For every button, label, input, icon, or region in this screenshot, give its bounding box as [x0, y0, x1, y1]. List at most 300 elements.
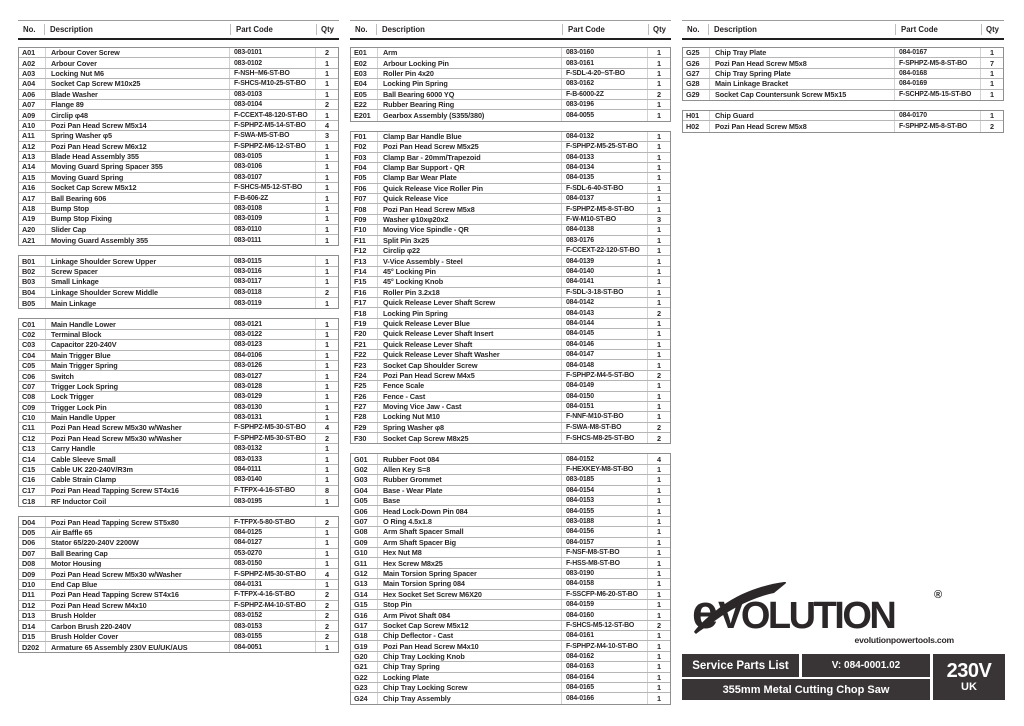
- part-no: B05: [22, 298, 36, 308]
- part-no: B04: [22, 287, 36, 297]
- part-qty: 1: [315, 298, 338, 308]
- part-code: 084-0139: [561, 256, 647, 265]
- table-row: [19, 267, 338, 277]
- part-description: Brush Holder Cover: [45, 632, 229, 641]
- part-description: Carry Handle: [45, 444, 229, 453]
- part-no: G15: [354, 600, 368, 610]
- part-code: 084-0168: [894, 69, 980, 78]
- part-description: Roller Pin 3.2x18: [377, 288, 561, 297]
- part-code: 083-0117: [229, 277, 315, 286]
- part-no: G08: [354, 527, 368, 537]
- part-code: 083-0111: [229, 235, 315, 245]
- part-no: G20: [354, 652, 368, 662]
- col-header-description: Description: [44, 24, 230, 35]
- part-description: 45° Locking Pin: [377, 267, 561, 276]
- table-row: [351, 110, 670, 120]
- part-qty: 1: [647, 610, 670, 619]
- part-qty: 1: [315, 235, 338, 245]
- part-qty: 1: [315, 277, 338, 286]
- part-qty: 1: [315, 580, 338, 589]
- part-description: Quick Release Lever Blue: [377, 319, 561, 328]
- col-header-description: Description: [708, 24, 895, 35]
- table-row: [19, 351, 338, 361]
- table-row: [351, 517, 670, 527]
- table-row: [19, 319, 338, 329]
- part-description: Hex Screw M8x25: [377, 558, 561, 567]
- part-qty: 1: [647, 527, 670, 536]
- table-row: [351, 215, 670, 225]
- part-no: A02: [22, 58, 36, 68]
- part-qty: 1: [647, 693, 670, 703]
- part-code: F-SPHPZ-M5-14-ST-BO: [229, 121, 315, 130]
- part-description: Ball Bearing 606: [45, 193, 229, 202]
- part-no: B03: [22, 277, 36, 287]
- part-code: F-SPHPZ-M5-8-ST-BO: [894, 121, 980, 131]
- part-description: Spring Washer φ8: [377, 423, 561, 432]
- col-header-qty: Qty: [981, 24, 1004, 35]
- table-row: [351, 548, 670, 558]
- part-description: Locking Pin Spring: [377, 308, 561, 317]
- part-code: 084-0133: [561, 153, 647, 162]
- part-qty: 1: [315, 444, 338, 453]
- part-code: 084-0157: [561, 538, 647, 547]
- part-qty: 1: [315, 204, 338, 213]
- part-code: 084-0055: [561, 110, 647, 120]
- part-description: Clamp Bar Handle Blue: [377, 132, 561, 141]
- table-row: [19, 454, 338, 464]
- part-description: Chip Tray Locking Screw: [377, 683, 561, 692]
- table-row: [351, 267, 670, 277]
- part-no: F03: [354, 152, 367, 162]
- part-no: G23: [354, 683, 368, 693]
- part-code: F-SDL-4-20–ST-BO: [561, 69, 647, 78]
- table-row: [351, 69, 670, 79]
- part-description: Pozi Pan Head Screw M5x25: [377, 142, 561, 151]
- part-code: 083-0106: [229, 162, 315, 171]
- svg-text:e: e: [692, 585, 717, 634]
- part-no: G22: [354, 672, 368, 682]
- part-qty: 1: [647, 475, 670, 484]
- table-header: [682, 20, 1004, 40]
- part-qty: 1: [315, 549, 338, 558]
- part-qty: 1: [315, 392, 338, 401]
- part-no: G17: [354, 620, 368, 630]
- svg-text:VOLUTION: VOLUTION: [718, 595, 895, 634]
- part-qty: 4: [315, 121, 338, 130]
- part-no: B02: [22, 267, 36, 276]
- part-qty: 1: [315, 454, 338, 463]
- part-description: Stator 65/220-240V 2200W: [45, 538, 229, 547]
- part-code: 083-0107: [229, 173, 315, 182]
- part-description: Moving Guard Spring: [45, 173, 229, 182]
- table-row: [351, 79, 670, 89]
- part-qty: 1: [647, 153, 670, 162]
- table-row: [19, 58, 338, 68]
- part-code: F-TFPX-4-16-ST-BO: [229, 486, 315, 495]
- parts-section: [350, 131, 671, 445]
- part-code: 083-0162: [561, 79, 647, 88]
- part-description: Circlip φ48: [45, 110, 229, 119]
- part-qty: 1: [647, 246, 670, 255]
- part-no: G12: [354, 568, 368, 578]
- part-qty: 2: [647, 621, 670, 630]
- part-no: G18: [354, 631, 368, 641]
- table-row: [19, 183, 338, 193]
- part-no: G29: [686, 90, 700, 100]
- table-row: [351, 184, 670, 194]
- part-qty: 1: [647, 48, 670, 57]
- part-description: Quick Release Lever Shaft: [377, 340, 561, 349]
- part-code: 083-0133: [229, 454, 315, 463]
- table-row: [19, 131, 338, 141]
- parts-section: [18, 255, 339, 309]
- table-row: [19, 475, 338, 485]
- table-row: [683, 69, 1003, 79]
- part-code: 084-0153: [561, 496, 647, 505]
- part-code: F-TFPX-4-16-ST-BO: [229, 590, 315, 599]
- part-no: C03: [22, 340, 36, 350]
- part-no: G24: [354, 694, 368, 704]
- part-no: C08: [22, 392, 36, 402]
- part-code: 083-0153: [229, 621, 315, 630]
- col-header-no: No.: [687, 25, 700, 34]
- part-qty: 1: [647, 142, 670, 151]
- part-code: F-W-M10-ST-BO: [561, 215, 647, 224]
- part-no: D09: [22, 569, 36, 579]
- part-description: Cable Strain Clamp: [45, 475, 229, 484]
- part-description: Pozi Pan Head Screw M5x8: [377, 204, 561, 213]
- part-qty: 1: [315, 173, 338, 182]
- part-qty: 2: [647, 308, 670, 317]
- table-row: [351, 48, 670, 58]
- part-no: C04: [22, 350, 36, 360]
- part-description: Blade Head Assembly 355: [45, 152, 229, 161]
- part-qty: 2: [315, 517, 338, 526]
- part-description: Linkage Shoulder Screw Upper: [45, 256, 229, 265]
- part-code: 084-0152: [561, 454, 647, 463]
- table-row: [351, 412, 670, 422]
- part-no: D11: [22, 590, 35, 600]
- part-qty: 2: [315, 288, 338, 297]
- part-no: G25: [686, 48, 700, 58]
- part-code: 083-0128: [229, 382, 315, 391]
- table-row: [351, 308, 670, 318]
- table-row: [19, 611, 338, 621]
- table-row: [19, 621, 338, 631]
- part-no: C02: [22, 329, 36, 339]
- part-description: Socket Cap Screw M8x25: [377, 433, 561, 443]
- part-code: 084-0161: [561, 631, 647, 640]
- part-code: 084-0140: [561, 267, 647, 276]
- part-no: F30: [354, 433, 367, 443]
- part-description: Pozi Pan Head Screw M5x8: [709, 121, 894, 131]
- part-no: A03: [22, 68, 36, 78]
- part-code: 084-0138: [561, 225, 647, 234]
- part-description: Clamp Bar Wear Plate: [377, 173, 561, 182]
- part-code: 083-0176: [561, 236, 647, 245]
- part-code: F-SPHPZ-M6-12-ST-BO: [229, 142, 315, 151]
- part-qty: 2: [315, 100, 338, 109]
- part-code: 084-0162: [561, 652, 647, 661]
- part-qty: 1: [315, 413, 338, 422]
- parts-table-right: [682, 20, 1004, 142]
- part-description: Locking Nut M6: [45, 69, 229, 78]
- table-row: [351, 673, 670, 683]
- part-qty: 1: [647, 496, 670, 505]
- part-description: Pozi Pan Head Screw M5x8: [709, 58, 894, 67]
- part-code: 083-0110: [229, 225, 315, 234]
- table-row: [351, 256, 670, 266]
- product-name-label: 355mm Metal Cutting Chop Saw: [682, 679, 930, 700]
- table-row: [19, 465, 338, 475]
- part-code: F-SPHPZ-M4-10-ST-BO: [229, 601, 315, 610]
- part-no: F22: [354, 350, 367, 360]
- brand-website: evolutionpowertools.com: [854, 635, 954, 645]
- table-row: [19, 330, 338, 340]
- part-no: D13: [22, 611, 36, 621]
- part-no: G03: [354, 475, 368, 485]
- part-code: 083-0105: [229, 152, 315, 161]
- part-qty: 1: [647, 569, 670, 578]
- part-code: 084-0134: [561, 163, 647, 172]
- part-description: Pozi Pan Head Tapping Screw ST4x16: [45, 590, 229, 599]
- part-code: F-CCEXT-48-120-ST-BO: [229, 110, 315, 119]
- part-description: Trigger Lock Pin: [45, 403, 229, 412]
- part-qty: 1: [647, 538, 670, 547]
- parts-table-middle: [350, 20, 671, 714]
- part-no: F12: [354, 246, 367, 256]
- part-no: F02: [354, 142, 367, 152]
- col-header-part-code: Part Code: [895, 24, 981, 35]
- part-qty: 2: [647, 371, 670, 380]
- part-code: 084-0166: [561, 693, 647, 703]
- part-qty: 1: [315, 193, 338, 202]
- part-no: C17: [22, 485, 36, 495]
- part-code: F-SWA-M8-ST-BO: [561, 423, 647, 432]
- part-qty: 4: [315, 423, 338, 432]
- part-no: F09: [354, 215, 367, 225]
- part-code: 084-0154: [561, 486, 647, 495]
- table-row: [19, 403, 338, 413]
- col-header-part-code: Part Code: [562, 24, 648, 35]
- part-code: F-SHCS-M5-12-ST-BO: [229, 183, 315, 192]
- part-description: Hex Nut M8: [377, 548, 561, 557]
- table-row: [19, 371, 338, 381]
- part-qty: 1: [315, 465, 338, 474]
- part-qty: 1: [315, 496, 338, 506]
- table-row: [351, 652, 670, 662]
- part-no: D07: [22, 548, 36, 558]
- table-row: [351, 246, 670, 256]
- part-qty: 2: [647, 433, 670, 443]
- table-row: [19, 590, 338, 600]
- part-code: 083-0129: [229, 392, 315, 401]
- part-qty: 1: [980, 79, 1003, 88]
- part-qty: 1: [647, 558, 670, 567]
- part-description: Moving Vice Jaw - Cast: [377, 402, 561, 411]
- table-row: [351, 360, 670, 370]
- table-row: [683, 79, 1003, 89]
- part-description: End Cap Blue: [45, 580, 229, 589]
- parts-section: [350, 453, 671, 704]
- part-qty: 1: [315, 475, 338, 484]
- part-description: Pozi Pan Head Tapping Screw ST5x80: [45, 517, 229, 526]
- part-code: 084-0143: [561, 308, 647, 317]
- table-row: [19, 193, 338, 203]
- part-no: F04: [354, 163, 367, 173]
- parts-section: [18, 47, 339, 246]
- part-no: F29: [354, 422, 367, 432]
- part-description: Pozi Pan Head Screw M4x5: [377, 371, 561, 380]
- part-code: F-HEXKEY-M8-ST-BO: [561, 465, 647, 474]
- part-qty: 1: [980, 111, 1003, 120]
- table-row: [683, 90, 1003, 100]
- part-code: 084-0132: [561, 132, 647, 141]
- part-code: F-TFPX-5-80-ST-BO: [229, 517, 315, 526]
- part-qty: 1: [315, 110, 338, 119]
- table-row: [351, 225, 670, 235]
- table-row: [351, 433, 670, 443]
- table-row: [351, 340, 670, 350]
- part-no: A18: [22, 204, 36, 214]
- part-code: F-NSF-M8-ST-BO: [561, 548, 647, 557]
- table-row: [351, 350, 670, 360]
- part-no: F11: [354, 235, 366, 245]
- table-row: [351, 58, 670, 68]
- part-qty: 1: [315, 58, 338, 67]
- part-qty: 2: [315, 601, 338, 610]
- part-no: D08: [22, 559, 36, 569]
- part-code: 083-0152: [229, 611, 315, 620]
- svg-text:®: ®: [934, 589, 943, 601]
- part-code: 083-0102: [229, 58, 315, 67]
- part-code: F-SPHPZ-M4-10-ST-BO: [561, 641, 647, 650]
- part-no: F21: [354, 339, 367, 349]
- table-row: [351, 662, 670, 672]
- version-label: V: 084-0001.02: [802, 654, 930, 677]
- part-description: Small Linkage: [45, 277, 229, 286]
- part-qty: 1: [315, 267, 338, 276]
- part-code: 083-0109: [229, 214, 315, 223]
- part-description: Screw Spacer: [45, 267, 229, 276]
- part-description: Pozi Pan Head Screw M5x30 w/Washer: [45, 569, 229, 578]
- part-no: A19: [22, 214, 36, 224]
- part-no: B01: [22, 256, 36, 266]
- part-no: A11: [22, 131, 35, 141]
- part-qty: 2: [315, 611, 338, 620]
- part-description: Main Torsion Spring Spacer: [377, 569, 561, 578]
- part-code: 083-0126: [229, 361, 315, 370]
- part-description: Lock Trigger: [45, 392, 229, 401]
- part-qty: 2: [315, 48, 338, 57]
- part-qty: 1: [980, 48, 1003, 57]
- table-row: [19, 48, 338, 58]
- part-no: E02: [354, 58, 367, 68]
- part-description: Quick Release Lever Shaft Washer: [377, 350, 561, 359]
- part-no: D10: [22, 579, 36, 589]
- part-qty: 1: [647, 350, 670, 359]
- part-no: G05: [354, 496, 368, 506]
- part-no: D06: [22, 538, 36, 548]
- part-description: Circlip φ22: [377, 246, 561, 255]
- part-code: F-SCHPZ-M5-15-ST-BO: [894, 90, 980, 100]
- part-description: Split Pin 3x25: [377, 236, 561, 245]
- part-description: Rubber Foot 084: [377, 454, 561, 463]
- part-qty: 1: [980, 90, 1003, 100]
- part-qty: 1: [647, 662, 670, 671]
- table-row: [19, 277, 338, 287]
- part-qty: 1: [647, 412, 670, 421]
- part-description: Main Handle Upper: [45, 413, 229, 422]
- part-no: A09: [22, 110, 36, 120]
- part-code: 084-0137: [561, 194, 647, 203]
- part-qty: 4: [647, 454, 670, 463]
- part-code: 084-0167: [894, 48, 980, 57]
- voltage-region: UK: [961, 681, 977, 693]
- part-qty: 3: [647, 215, 670, 224]
- part-code: F-SHCS-M5-12-ST-BO: [561, 621, 647, 630]
- table-row: [351, 90, 670, 100]
- part-no: D202: [22, 642, 40, 652]
- part-no: C18: [22, 496, 36, 506]
- table-row: [19, 298, 338, 308]
- part-description: Chip Tray Locking Knob: [377, 652, 561, 661]
- part-qty: 7: [980, 58, 1003, 67]
- part-description: Base - Wear Plate: [377, 486, 561, 495]
- part-code: 083-0101: [229, 48, 315, 57]
- part-qty: 1: [647, 329, 670, 338]
- table-row: [683, 58, 1003, 68]
- part-qty: 1: [647, 173, 670, 182]
- part-no: F18: [354, 308, 367, 318]
- part-no: F28: [354, 412, 367, 422]
- table-row: [683, 48, 1003, 58]
- part-code: F-CCEXT-22-120-ST-BO: [561, 246, 647, 255]
- table-row: [351, 693, 670, 703]
- part-no: E04: [354, 79, 367, 89]
- part-no: D15: [22, 631, 36, 641]
- part-qty: 1: [647, 163, 670, 172]
- part-qty: 1: [315, 403, 338, 412]
- part-description: Trigger Lock Spring: [45, 382, 229, 391]
- table-row: [19, 100, 338, 110]
- table-row: [351, 496, 670, 506]
- part-code: F-SPHPZ-M5-30-ST-BO: [229, 569, 315, 578]
- part-no: A17: [22, 193, 36, 203]
- table-row: [19, 340, 338, 350]
- col-header-part-code: Part Code: [230, 24, 316, 35]
- table-row: [351, 204, 670, 214]
- part-no: C12: [22, 433, 36, 443]
- part-description: Linkage Shoulder Screw Middle: [45, 288, 229, 297]
- table-body: [682, 47, 1004, 133]
- part-description: Moving Vice Spindle - QR: [377, 225, 561, 234]
- part-description: Stop Pin: [377, 600, 561, 609]
- part-qty: 2: [315, 434, 338, 443]
- part-qty: 1: [315, 79, 338, 88]
- part-qty: 1: [315, 90, 338, 99]
- part-qty: 1: [647, 256, 670, 265]
- part-qty: 1: [647, 132, 670, 141]
- part-no: A01: [22, 48, 36, 58]
- part-description: Socket Cap Countersunk Screw M5x15: [709, 90, 894, 100]
- part-code: 083-0155: [229, 632, 315, 641]
- part-description: Arbour Locking Pin: [377, 58, 561, 67]
- part-no: G01: [354, 454, 368, 464]
- part-no: C06: [22, 371, 36, 381]
- part-description: Armature 65 Assembly 230V EU/UK/AUS: [45, 642, 229, 652]
- part-no: G13: [354, 579, 368, 589]
